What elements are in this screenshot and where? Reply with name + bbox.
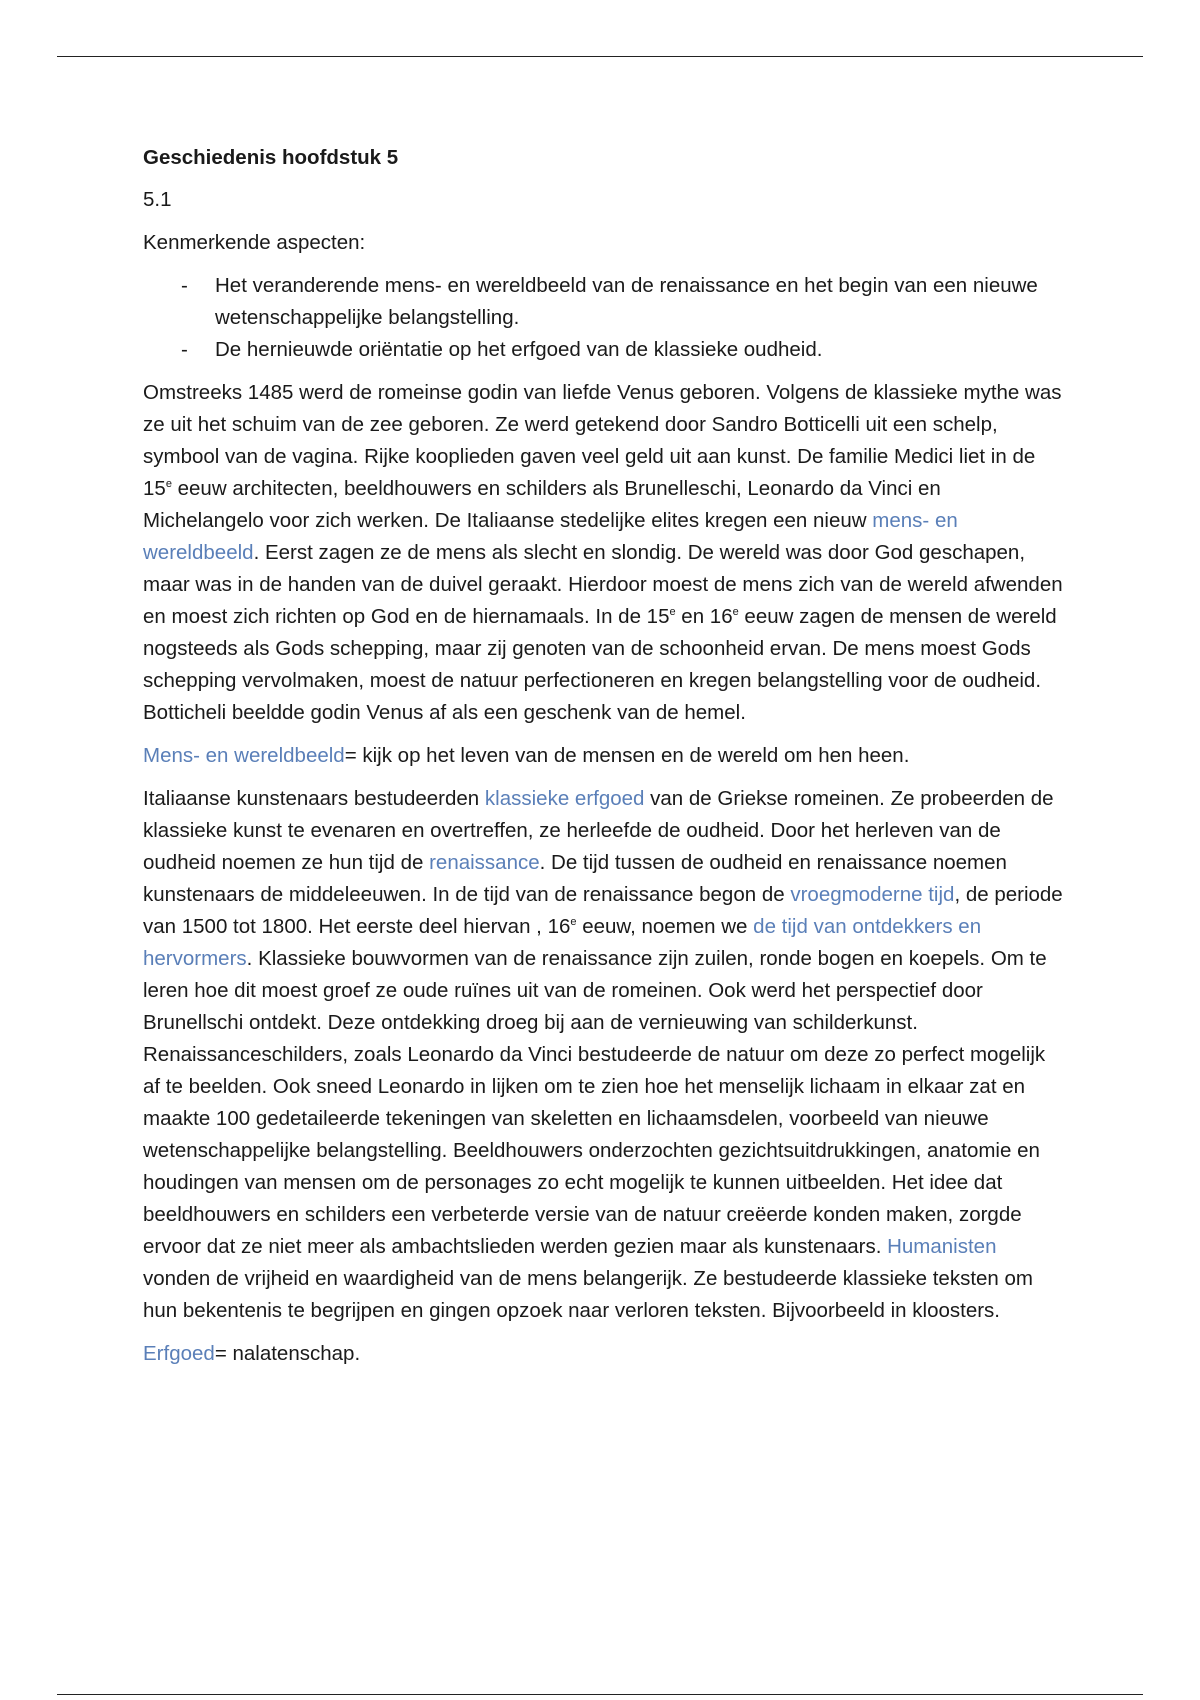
aspects-heading: Kenmerkende aspecten: xyxy=(143,231,366,254)
term-renaissance: renaissance xyxy=(429,851,540,874)
definition-term: Mens- en wereldbeeld xyxy=(143,744,345,767)
document-title: Geschiedenis hoofdstuk 5 xyxy=(143,146,399,169)
top-rule xyxy=(57,56,1143,57)
bullet-dash: - xyxy=(181,274,188,297)
section-number: 5.1 xyxy=(143,188,172,211)
definition-term: Erfgoed xyxy=(143,1342,215,1365)
document-page xyxy=(143,140,1063,1381)
term-humanisten: Humanisten xyxy=(887,1235,997,1258)
definition-erfgoed: Erfgoed= nalatenschap. xyxy=(143,1342,361,1365)
bottom-rule xyxy=(57,1694,1143,1695)
definition-mens-en-wereldbeeld: Mens- en wereldbeeld= kijk op het leven van de mensen en de wereld om hen heen. xyxy=(143,744,910,767)
term-tijd-van-ontdekkers: de tijd van ontdekkers en hervormers xyxy=(143,915,982,970)
term-vroegmoderne-tijd: vroegmoderne tijd xyxy=(790,883,955,906)
paragraph-kunstenaars: Italiaanse kunstenaars bestudeerden klassieke erfgoed van de Griekse romeinen. Ze probeerden de klassieke kunst te evenaren en overtreffen, ze herleefde de oudheid. Door het herleven van de oudheid noemen ze hun tijd de renaissance. De tijd tussen de oudheid en renaissance noemen kunstenaars de middeleeuwen. In de tijd van de renaissance begon de vroegmoderne tijd, de periode van 1500 tot 1800. Het eerste deel hiervan , 16e eeuw, noemen we de tijd van ontdekkers en hervormers. Klassieke bouwvormen van de renaissance zijn zuilen, ronde bogen en koepels. Om te leren hoe dit moest groef ze oude ruïnes uit van de romeinen. Ook werd het perspectief door Brunellschi ontdekt. Deze ontdekking droeg bij aan de vernieuwing van schilderkunst. Renaissanceschilders, zoals Leonardo da Vinci bestudeerde de natuur om deze zo perfect mogelijk af te beelden. Ook sneed Leonardo in lijken om te zien hoe het menselijk lichaam in elkaar zat en maakte 100 gedetaileerde tekeningen van skeletten en lichaamsdelen, voorbeeld van nieuwe wetenschappelijke belangstelling. Beeldhouwers onderzochten gezichtsuitdrukkingen, anatomie en houdingen van mensen om de personages zo echt mogelijk te kunnen uitbeelden. Het idee dat beeldhouwers en schilders een verbeterde versie van de natuur creëerde konden maken, zorgde ervoor dat ze niet meer als ambachtslieden werden gezien maar als kunstenaars. Humanisten vonden de vrijheid en waardigheid van de mens belangerijk. Ze bestudeerde klassieke teksten om hun bekentenis te begrijpen en gingen opzoek naar verloren teksten. Bijvoorbeeld in kloosters. xyxy=(143,787,1063,1322)
list-item: - De hernieuwde oriëntatie op het erfgoed van de klassieke oudheid. xyxy=(143,334,1063,366)
paragraph-venus: Omstreeks 1485 werd de romeinse godin van liefde Venus geboren. Volgens de klassieke mythe was ze uit het schuim van de zee geboren. Ze werd getekend door Sandro Botticelli uit een schelp, symbool van de vagina. Rijke kooplieden gaven veel geld uit aan kunst. De familie Medici liet in de 15e eeuw architecten, beeldhouwers en schilders als Brunelleschi, Leonardo da Vinci en Michelangelo voor zich werken. De Italiaanse stedelijke elites kregen een nieuw mens- en wereldbeeld. Eerst zagen ze de mens als slecht en slondig. De wereld was door God geschapen, maar was in de handen van de duivel geraakt. Hierdoor moest de mens zich van de wereld afwenden en moest zich richten op God en de hiernamaals. In de 15e en 16e eeuw zagen de mensen de wereld nogsteeds als Gods schepping, maar zij genoten van de schoonheid ervan. De mens moest Gods schepping vervolmaken, moest de natuur perfectioneren en kregen belangstelling voor de oudheid. Botticheli beeldde godin Venus af als een geschenk van de hemel. xyxy=(143,381,1063,724)
list-item: - Het veranderende mens- en wereldbeeld van de renaissance en het begin van een nieuwe wetenschappelijke belangstelling. xyxy=(143,270,1063,334)
term-klassieke-erfgoed: klassieke erfgoed xyxy=(484,787,645,810)
term-mens-en-wereldbeeld: mens- en wereldbeeld xyxy=(143,509,958,564)
aspects-list xyxy=(143,270,1063,366)
bullet-dash: - xyxy=(181,338,188,361)
